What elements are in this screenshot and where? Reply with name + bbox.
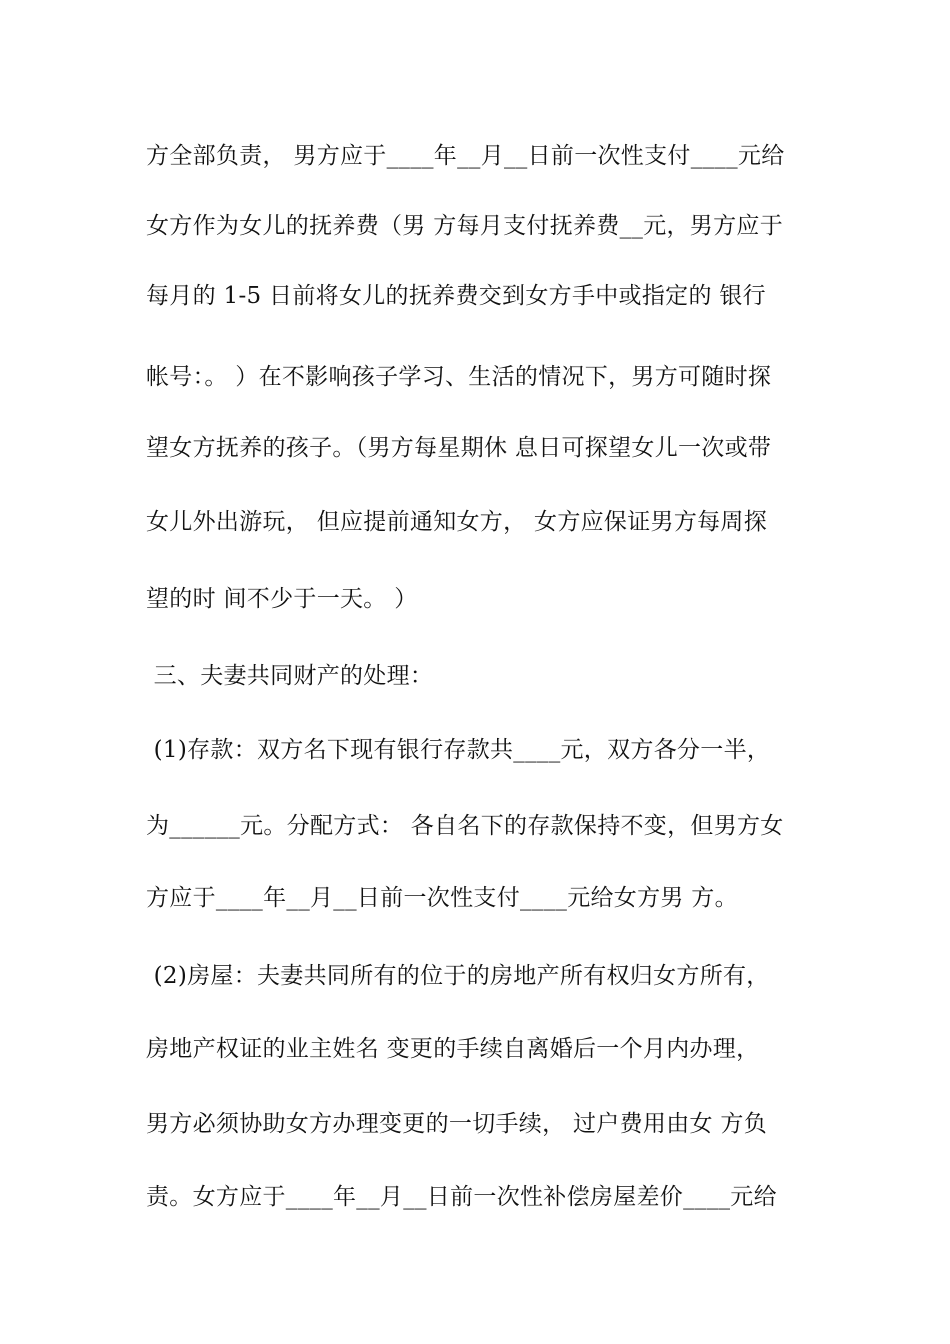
text-line: 望女方抚养的孩子。（男方每星期休 息日可探望女儿一次或带	[146, 435, 772, 461]
text-line: 责。女方应于____年__月__日前一次性补偿房屋差价____元给	[146, 1184, 777, 1210]
text-line: (2)房屋：夫妻共同所有的位于的房地产所有权归女方所有，	[146, 963, 770, 989]
text-line: 望的时 间不少于一天。 ）	[146, 586, 418, 612]
text-line: 帐号：。 ）在不影响孩子学习、生活的情况下，男方可随时探	[146, 364, 772, 390]
text-line: 每月的 1-5 日前将女儿的抚养费交到女方手中或指定的 银行	[146, 283, 766, 309]
section-heading: 三、夫妻共同财产的处理：	[146, 663, 434, 689]
text-line: 女方作为女儿的抚养费（男 方每月支付抚养费__元，男方应于	[146, 213, 784, 239]
text-line: (1)存款：双方名下现有银行存款共____元，双方各分一半，	[146, 737, 771, 763]
text-line: 方全部负责， 男方应于____年__月__日前一次性支付____元给	[146, 143, 785, 169]
text-line: 女儿外出游玩， 但应提前通知女方， 女方应保证男方每周探	[146, 509, 768, 535]
text-line: 男方必须协助女方办理变更的一切手续， 过户费用由女 方负	[146, 1111, 768, 1137]
text-line: 方应于____年__月__日前一次性支付____元给女方男 方。	[146, 885, 738, 911]
text-line: 房地产权证的业主姓名 变更的手续自离婚后一个月内办理，	[146, 1036, 760, 1062]
text-line: 为______元。分配方式： 各自名下的存款保持不变，但男方女	[146, 813, 784, 839]
